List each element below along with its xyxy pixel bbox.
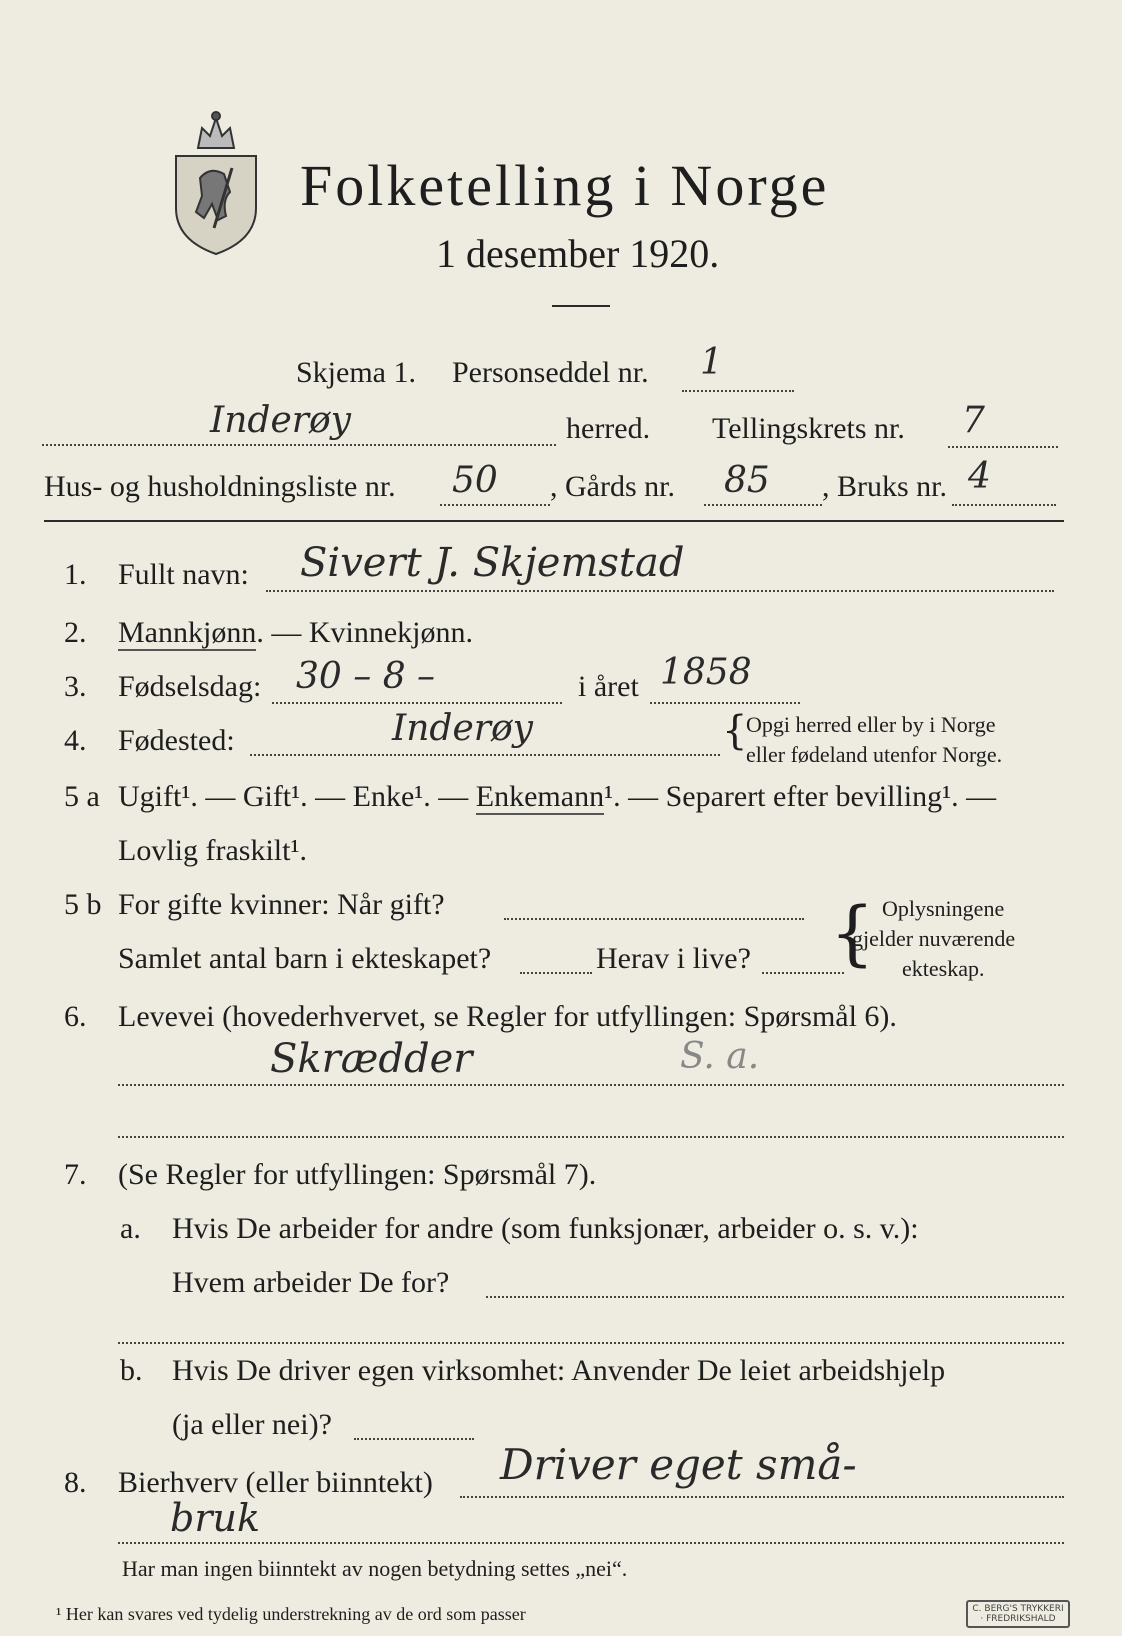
q8-secondary-income[interactable]: Driver eget små- <box>500 1440 857 1489</box>
q6-line-2 <box>118 1136 1064 1138</box>
q2-gender <box>118 616 473 650</box>
q2-male[interactable]: Mannkjønn <box>118 616 257 649</box>
q7a-line-1: Hvis De arbeider for andre (som funksjonær, arbeider o. s. v.): <box>172 1212 919 1245</box>
coat-of-arms-icon <box>170 108 262 258</box>
herred-line <box>42 444 556 446</box>
herred-label: herred. <box>566 412 651 445</box>
q8-secondary-income-2[interactable]: bruk <box>170 1496 260 1540</box>
q7a-line-3 <box>118 1342 1064 1344</box>
q7b-line-1: Hvis De driver egen virksomhet: Anvender De leiet arbeidshjelp <box>172 1354 946 1387</box>
q3-label: Fødselsdag: <box>118 670 262 703</box>
q5a-options <box>118 780 996 814</box>
q8-line-1 <box>460 1496 1064 1498</box>
q5b-note-1: Oplysningene <box>882 896 1005 921</box>
q5b-line-2a: Samlet antal barn i ekteskapet? <box>118 942 492 975</box>
q5b-married-line <box>504 918 804 920</box>
q2-end: . <box>465 616 473 649</box>
q5b-children-line <box>520 972 592 974</box>
tellingskrets-line <box>948 446 1058 448</box>
q7a-line-2: Hvem arbeider De for? <box>172 1266 450 1299</box>
gards-label: , Gårds nr. <box>550 470 675 503</box>
hus-value[interactable]: 50 <box>452 460 498 501</box>
q4-note-1: Opgi herred eller by i Norge <box>746 712 996 737</box>
q5a-marked-option[interactable]: Enkemann <box>475 780 605 813</box>
q1-full-name[interactable]: Sivert J. Skjemstad <box>300 540 685 586</box>
q7a-employer-line <box>486 1296 1064 1298</box>
q1-number: 1. <box>64 558 87 591</box>
schema-label: Skjema 1. <box>296 356 416 389</box>
q5a-line-2: Lovlig fraskilt¹. <box>118 834 307 867</box>
bruks-label: , Bruks nr. <box>822 470 948 503</box>
footer-note: Har man ingen biinntekt av nogen betydning settes „nei“. <box>122 1556 628 1581</box>
personseddel-line <box>682 390 794 392</box>
q5b-number: 5 b <box>64 888 102 921</box>
q5b-line-1: For gifte kvinner: Når gift? <box>118 888 445 921</box>
q5b-note-3: ekteskap. <box>902 956 985 981</box>
q4-label: Fødested: <box>118 724 235 757</box>
tellingskrets-value[interactable]: 7 <box>962 400 985 441</box>
q3-birthday[interactable]: 30 – 8 – <box>296 656 436 697</box>
q6-line-1 <box>118 1084 1064 1086</box>
bruks-line <box>952 504 1056 506</box>
form-date: 1 desember 1920. <box>436 231 720 276</box>
q3-number: 3. <box>64 670 87 703</box>
q6-label: Levevei (hovederhvervet, se Regler for utfyllingen: Spørsmål 6). <box>118 1000 897 1033</box>
q7-number: 7. <box>64 1158 87 1191</box>
q4-brace: { <box>722 708 748 754</box>
q5b-note-2: gjelder nuværende <box>852 926 1016 951</box>
gards-line <box>704 504 822 506</box>
q4-note-2: eller fødeland utenfor Norge. <box>746 742 1003 767</box>
q4-number: 4. <box>64 724 87 757</box>
q2-separator: . — <box>256 616 309 649</box>
q6-occupation[interactable]: Skrædder <box>270 1036 473 1082</box>
bruks-value[interactable]: 4 <box>968 456 991 497</box>
footnote: ¹ Her kan svares ved tydelig understrekning av de ord som passer <box>56 1604 526 1624</box>
q7b-answer-line <box>354 1438 474 1440</box>
q5a-text-1: Ugift¹. — Gift¹. — Enke¹. — <box>118 780 476 813</box>
q6-annotation: S. a. <box>680 1036 760 1077</box>
q7b-letter: b. <box>120 1354 143 1387</box>
tellingskrets-label: Tellingskrets nr. <box>712 412 905 445</box>
personseddel-value[interactable]: 1 <box>700 342 723 383</box>
q1-line <box>266 590 1054 592</box>
q3-year-line <box>650 702 800 704</box>
printer-stamp: C. BERG'S TRYKKERI · FREDRIKSHALD <box>966 1600 1070 1628</box>
q7a-letter: a. <box>120 1212 141 1245</box>
q3-year-value[interactable]: 1858 <box>660 652 752 693</box>
q8-number: 8. <box>64 1466 87 1499</box>
gards-value[interactable]: 85 <box>724 460 770 501</box>
q4-line <box>250 754 720 756</box>
q5b-line-2b: Herav i live? <box>596 942 751 975</box>
q5b-brace: { <box>830 892 875 974</box>
q7b-line-2: (ja eller nei)? <box>172 1408 332 1441</box>
personseddel-label: Personseddel nr. <box>452 356 649 389</box>
q5a-number: 5 a <box>64 780 100 813</box>
q7-label: (Se Regler for utfyllingen: Spørsmål 7). <box>118 1158 597 1191</box>
q4-birthplace[interactable]: Inderøy <box>392 708 533 749</box>
q2-female[interactable]: Kvinnekjønn <box>308 616 466 649</box>
q1-label: Fullt navn: <box>118 558 249 591</box>
q8-line-2 <box>118 1542 1064 1544</box>
q3-line <box>272 702 562 704</box>
header-rule <box>44 520 1064 522</box>
q2-number: 2. <box>64 616 87 649</box>
q8-label: Bierhverv (eller biinntekt) <box>118 1466 433 1499</box>
hus-label: Hus- og husholdningsliste nr. <box>44 470 396 503</box>
q5a-text-2: ¹. — Separert efter bevilling¹. — <box>604 780 997 813</box>
form-title: Folketelling i Norge <box>300 153 830 218</box>
q3-year-label: i året <box>578 670 639 703</box>
herred-value[interactable]: Inderøy <box>210 400 351 441</box>
q6-number: 6. <box>64 1000 87 1033</box>
title-divider <box>552 305 610 307</box>
hus-line <box>440 504 550 506</box>
